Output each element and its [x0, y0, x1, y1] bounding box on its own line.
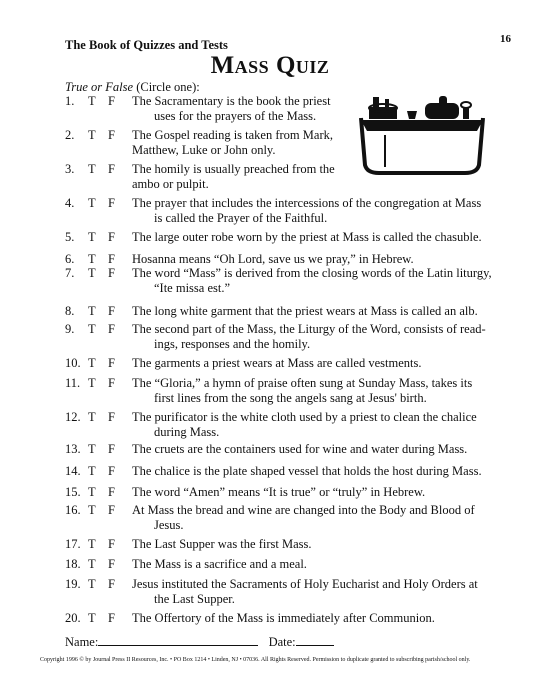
question-number: 2.: [65, 128, 75, 142]
false-option[interactable]: F: [108, 410, 115, 424]
question-line-1: The Gospel reading is taken from Mark,: [132, 128, 333, 142]
question-number: 9.: [65, 322, 75, 336]
false-option[interactable]: F: [108, 442, 115, 456]
question-text: [132, 464, 540, 479]
question-text: [132, 537, 540, 552]
instructions: [65, 80, 200, 95]
question-number: 4.: [65, 196, 75, 210]
question-text: [132, 196, 540, 226]
false-option[interactable]: F: [108, 252, 115, 266]
name-field[interactable]: [98, 633, 258, 646]
question-line-1: The chalice is the plate shaped vessel that holds the host during Mass.: [132, 464, 482, 478]
question-text: [132, 128, 347, 158]
question-line-1: The purificator is the white cloth used by a priest to clean the chalice: [132, 410, 477, 424]
question-line-2: ings, responses and the homily.: [154, 337, 311, 351]
question-line-1: The word “Mass” is derived from the closing words of the Latin liturgy,: [132, 266, 492, 280]
true-option[interactable]: T: [88, 611, 96, 625]
question-text: [132, 322, 540, 352]
false-option[interactable]: F: [108, 485, 115, 499]
question-line-1: The Mass is a sacrifice and a meal.: [132, 557, 307, 571]
question-text: [132, 266, 540, 296]
footer-fields: [65, 633, 334, 650]
question-number: 19.: [65, 577, 81, 591]
false-option[interactable]: F: [108, 128, 115, 142]
question-line-1: The second part of the Mass, the Liturgy of the Word, consists of read-: [132, 322, 486, 336]
question-text: [132, 252, 540, 267]
question-text: [132, 503, 540, 533]
question-line-2: uses for the prayers of the Mass.: [154, 109, 317, 123]
false-option[interactable]: F: [108, 322, 115, 336]
question-line-1: The word “Amen” means “It is true” or “truly” in Hebrew.: [132, 485, 426, 499]
date-label: Date:: [268, 635, 296, 649]
question-text: [132, 162, 347, 192]
question-text: [132, 94, 347, 124]
question-text: [132, 304, 540, 319]
true-option[interactable]: T: [88, 322, 96, 336]
question-line-1: The Offertory of the Mass is immediately after Communion.: [132, 611, 435, 625]
question-number: 16.: [65, 503, 81, 517]
true-option[interactable]: T: [88, 162, 96, 176]
question-line-2: Matthew, Luke or John only.: [132, 143, 276, 157]
true-option[interactable]: T: [88, 557, 96, 571]
page-number: 16: [500, 33, 511, 45]
question-line-1: At Mass the bread and wine are changed into the Body and Blood of: [132, 503, 475, 517]
question-line-1: The prayer that includes the intercessions of the congregation at Mass: [132, 196, 482, 210]
false-option[interactable]: F: [108, 557, 115, 571]
question-line-1: The large outer robe worn by the priest at Mass is called the chasuble.: [132, 230, 482, 244]
question-line-2: ambo or pulpit.: [132, 177, 209, 191]
question-line-2: during Mass.: [154, 425, 220, 439]
question-number: 7.: [65, 266, 75, 280]
question-line-2: is called the Prayer of the Faithful.: [154, 211, 328, 225]
false-option[interactable]: F: [108, 304, 115, 318]
question-line-1: The homily is usually preached from the: [132, 162, 335, 176]
true-option[interactable]: T: [88, 94, 96, 108]
true-option[interactable]: T: [88, 128, 96, 142]
true-option[interactable]: T: [88, 485, 96, 499]
true-option[interactable]: T: [88, 503, 96, 517]
true-option[interactable]: T: [88, 266, 96, 280]
question-number: 17.: [65, 537, 81, 551]
question-text: [132, 442, 540, 457]
false-option[interactable]: F: [108, 196, 115, 210]
name-label: Name:: [65, 635, 99, 649]
question-line-2: Jesus.: [154, 518, 184, 532]
altar-icon: [355, 93, 490, 178]
date-field[interactable]: [296, 633, 334, 646]
true-option[interactable]: T: [88, 376, 96, 390]
question-number: 12.: [65, 410, 81, 424]
question-number: 8.: [65, 304, 75, 318]
question-line-1: The long white garment that the priest wears at Mass is called an alb.: [132, 304, 478, 318]
question-number: 1.: [65, 94, 75, 108]
true-option[interactable]: T: [88, 196, 96, 210]
question-line-1: The cruets are the containers used for wine and water during Mass.: [132, 442, 468, 456]
true-option[interactable]: T: [88, 230, 96, 244]
question-number: 10.: [65, 356, 81, 370]
true-option[interactable]: T: [88, 410, 96, 424]
question-text: [132, 376, 540, 406]
true-option[interactable]: T: [88, 356, 96, 370]
question-text: [132, 577, 540, 607]
instructions-rest: (Circle one):: [133, 80, 200, 94]
question-number: 14.: [65, 464, 81, 478]
question-text: [132, 410, 540, 440]
question-number: 18.: [65, 557, 81, 571]
true-option[interactable]: T: [88, 537, 96, 551]
false-option[interactable]: F: [108, 356, 115, 370]
question-line-2: “Ite missa est.”: [154, 281, 231, 295]
true-option[interactable]: T: [88, 577, 96, 591]
question-number: 5.: [65, 230, 75, 244]
false-option[interactable]: F: [108, 94, 115, 108]
true-option[interactable]: T: [88, 304, 96, 318]
false-option[interactable]: F: [108, 503, 115, 517]
question-number: 6.: [65, 252, 75, 266]
true-option[interactable]: T: [88, 252, 96, 266]
question-number: 15.: [65, 485, 81, 499]
page-title: Mass Quiz: [210, 52, 330, 79]
question-text: [132, 485, 540, 500]
question-line-2: the Last Supper.: [154, 592, 235, 606]
false-option[interactable]: F: [108, 162, 115, 176]
instructions-italic: True or False: [65, 80, 134, 94]
false-option[interactable]: F: [108, 537, 115, 551]
question-text: [132, 611, 540, 626]
question-line-1: Hosanna means “Oh Lord, save us we pray,” in Hebrew.: [132, 252, 414, 266]
question-line-2: first lines from the song the angels sang at Jesus' birth.: [154, 391, 427, 405]
question-line-1: The garments a priest wears at Mass are called vestments.: [132, 356, 422, 370]
book-title: The Book of Quizzes and Tests: [65, 38, 228, 52]
question-line-1: The Sacramentary is the book the priest: [132, 94, 331, 108]
question-line-1: Jesus instituted the Sacraments of Holy Eucharist and Holy Orders at: [132, 577, 478, 591]
question-number: 20.: [65, 611, 81, 625]
question-text: [132, 557, 540, 572]
false-option[interactable]: F: [108, 230, 115, 244]
false-option[interactable]: F: [108, 611, 115, 625]
false-option[interactable]: F: [108, 577, 115, 591]
question-line-1: The “Gloria,” a hymn of praise often sung at Sunday Mass, takes its: [132, 376, 473, 390]
false-option[interactable]: F: [108, 464, 115, 478]
copyright-notice: Copyright 1996 © by Journal Press II Resources, Inc. • PO Box 1214 • Linden, NJ • 07036. All Rights Reserved. Permission to duplicate granted to subscribing parish/school only.: [40, 657, 471, 663]
question-number: 13.: [65, 442, 81, 456]
false-option[interactable]: F: [108, 376, 115, 390]
false-option[interactable]: F: [108, 266, 115, 280]
question-number: 3.: [65, 162, 75, 176]
question-text: [132, 356, 540, 371]
question-text: [132, 230, 540, 245]
true-option[interactable]: T: [88, 442, 96, 456]
question-line-1: The Last Supper was the first Mass.: [132, 537, 312, 551]
true-option[interactable]: T: [88, 464, 96, 478]
question-number: 11.: [65, 376, 81, 390]
